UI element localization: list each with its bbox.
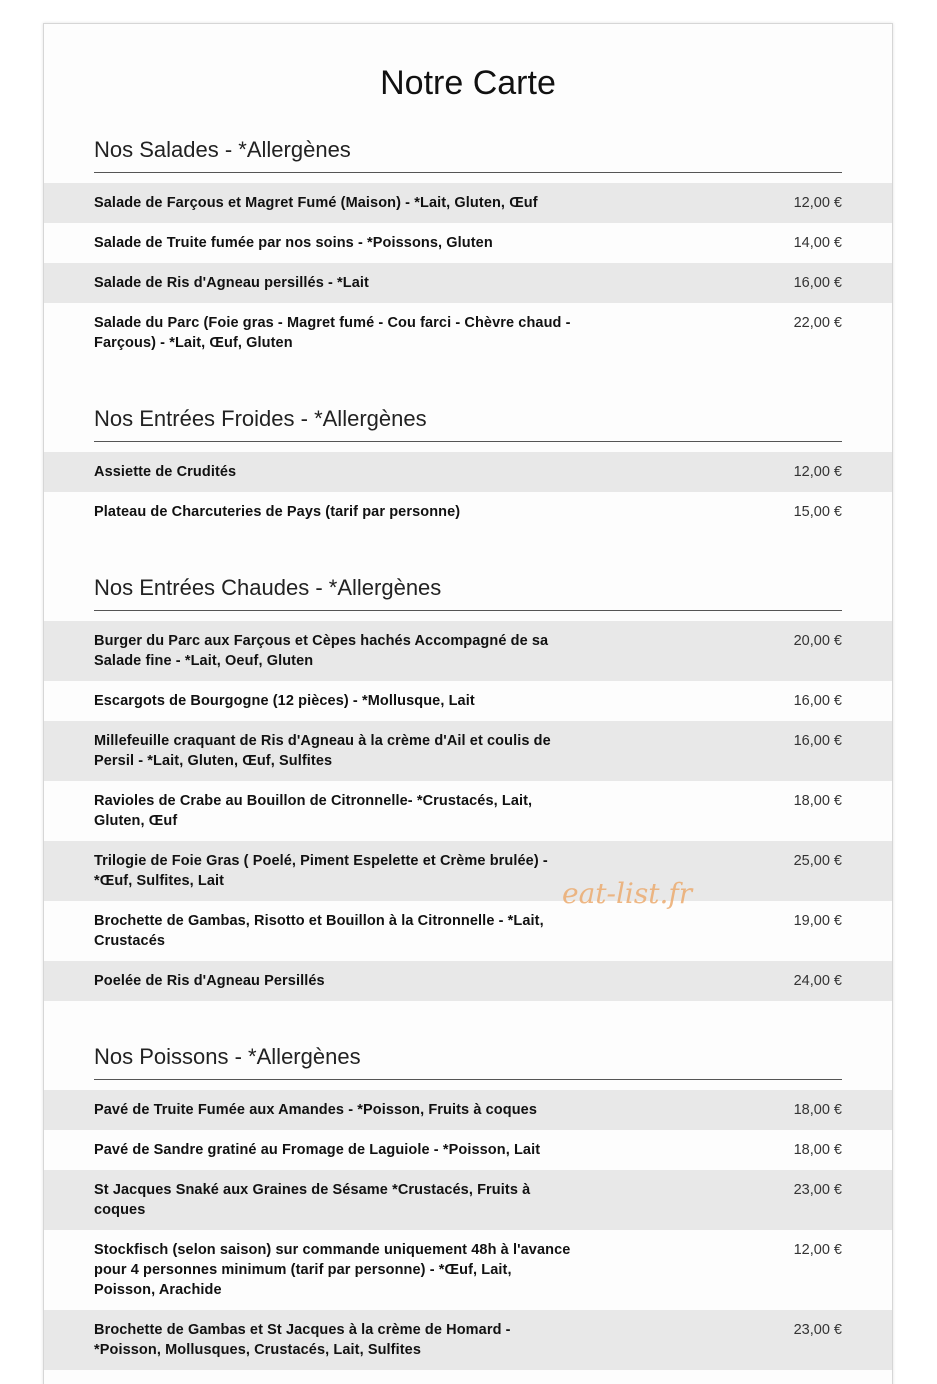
menu-item — [44, 303, 892, 363]
section-entrees-chaudes — [44, 575, 892, 1001]
item-price: 20,00 € — [793, 633, 842, 649]
item-name: Stockfisch (selon saison) sur commande uniquement 48h à l'avance pour 4 personnes minimum (tarif par personne) - *Œuf, Lait, Poisson, Arachide — [94, 1242, 571, 1298]
item-price: 18,00 € — [793, 1102, 842, 1118]
item-name: Brochette de Gambas et St Jacques à la crème de Homard - *Poisson, Mollusques, Crustacés, Lait, Sulfites — [94, 1322, 511, 1358]
item-price: 12,00 € — [793, 195, 842, 211]
item-name: Salade de Truite fumée par nos soins - *Poissons, Gluten — [94, 235, 493, 251]
item-name: Burger du Parc aux Farçous et Cèpes hachés Accompagné de sa Salade fine - *Lait, Oeuf, Gluten — [94, 633, 549, 669]
item-price: 23,00 € — [793, 1322, 842, 1338]
item-name: Poelée de Ris d'Agneau Persillés — [94, 973, 325, 989]
page-title: Notre Carte — [380, 64, 556, 102]
menu-item — [44, 1310, 892, 1370]
section-heading: Nos Poissons - *Allergènes — [94, 1044, 842, 1080]
menu-item — [44, 621, 892, 681]
menu-item — [44, 961, 892, 1001]
item-price: 15,00 € — [793, 504, 842, 520]
menu-list — [44, 452, 892, 532]
menu-item — [44, 452, 892, 492]
item-price: 18,00 € — [793, 793, 842, 809]
item-name: Escargots de Bourgogne (12 pièces) - *Mollusque, Lait — [94, 693, 475, 709]
item-name: St Jacques Snaké aux Graines de Sésame *Crustacés, Fruits à coques — [94, 1182, 531, 1218]
menu-item — [44, 223, 892, 263]
menu-list — [44, 1090, 892, 1370]
section-heading: Nos Entrées Chaudes - *Allergènes — [94, 575, 842, 611]
item-price: 25,00 € — [793, 853, 842, 869]
watermark: eat-list.fr — [562, 877, 693, 910]
menu-list — [44, 183, 892, 363]
item-name: Pavé de Sandre gratiné au Fromage de Laguiole - *Poisson, Lait — [94, 1142, 541, 1158]
menu-item — [44, 1130, 892, 1170]
item-price: 23,00 € — [793, 1182, 842, 1198]
item-price: 16,00 € — [793, 275, 842, 291]
menu-item — [44, 721, 892, 781]
item-price: 24,00 € — [793, 973, 842, 989]
item-price: 22,00 € — [793, 315, 842, 331]
menu-item — [44, 841, 892, 901]
section-entrees-froides — [44, 406, 892, 532]
section-heading: Nos Salades - *Allergènes — [94, 137, 842, 173]
section-heading: Nos Entrées Froides - *Allergènes — [94, 406, 842, 442]
item-price: 16,00 € — [793, 733, 842, 749]
item-price: 12,00 € — [793, 1242, 842, 1258]
item-name: Trilogie de Foie Gras ( Poelé, Piment Espelette et Crème brulée) - *Œuf, Sulfites, Lait — [94, 853, 548, 889]
menu-item — [44, 681, 892, 721]
menu-item — [44, 183, 892, 223]
item-name: Pavé de Truite Fumée aux Amandes - *Poisson, Fruits à coques — [94, 1102, 538, 1118]
item-price: 19,00 € — [793, 913, 842, 929]
menu-item — [44, 492, 892, 532]
section-poissons — [44, 1044, 892, 1370]
section-salades — [44, 137, 892, 363]
item-price: 14,00 € — [793, 235, 842, 251]
item-name: Salade de Farçous et Magret Fumé (Maison) - *Lait, Gluten, Œuf — [94, 195, 538, 211]
menu-item — [44, 1170, 892, 1230]
item-price: 12,00 € — [793, 464, 842, 480]
item-price: 18,00 € — [793, 1142, 842, 1158]
menu-list — [44, 621, 892, 1001]
item-name: Ravioles de Crabe au Bouillon de Citronnelle- *Crustacés, Lait, Gluten, Œuf — [94, 793, 533, 829]
item-name: Assiette de Crudités — [94, 464, 237, 480]
menu-card — [43, 23, 893, 1384]
item-name: Brochette de Gambas, Risotto et Bouillon à la Citronnelle - *Lait, Crustacés — [94, 913, 544, 949]
item-name: Millefeuille craquant de Ris d'Agneau à la crème d'Ail et coulis de Persil - *Lait, Gluten, Œuf, Sulfites — [94, 733, 551, 769]
menu-item — [44, 263, 892, 303]
item-name: Plateau de Charcuteries de Pays (tarif par personne) — [94, 504, 461, 520]
menu-item — [44, 1090, 892, 1130]
menu-item — [44, 1230, 892, 1310]
item-name: Salade du Parc (Foie gras - Magret fumé - Cou farci - Chèvre chaud - Farçous) - *Lait, Œuf, Gluten — [94, 315, 571, 351]
menu-item — [44, 901, 892, 961]
item-price: 16,00 € — [793, 693, 842, 709]
item-name: Salade de Ris d'Agneau persillés - *Lait — [94, 275, 369, 291]
menu-item — [44, 781, 892, 841]
